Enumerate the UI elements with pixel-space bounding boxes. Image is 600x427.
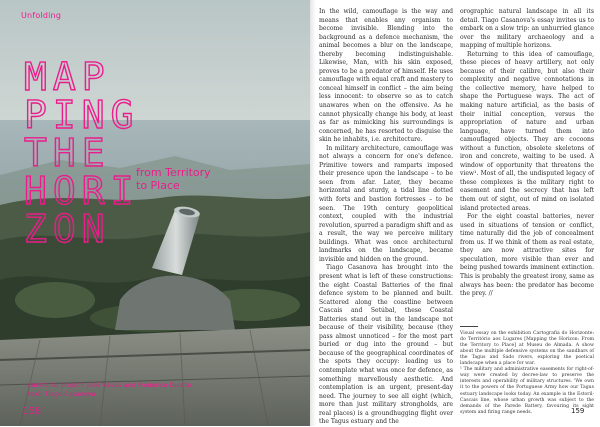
paragraph: In the wild, camouflage is the way and means that enables any organism to become invisible. Blending into the background as a defence mechanism, the animal becomes a blur on the landscape, thereby becoming indistinguishable. Likewise, Man, with his skin exposed, proves to be a predator of himself. He uses camouflage with equal craft and mastery to conceal himself in conflict – the aim being less innocent: to observe so as to catch unawares when on the offensive. As he cannot physically change his body, at least as far as mimicking his surroundings is concerned, he has resorted to disguise the skin he inhabits, i.e. architecture.: [319, 8, 453, 144]
subtitle-line: from Territory: [136, 166, 211, 179]
paragraph: For the eight coastal batteries, never used in situations of tension or conflict, time naturally did the job of concealment from us. If we think of them as real estate, they are now attractive sites for speculation, more visible than ever and being pushed towards imminent extinction. This is probably the greatest irony, same as always has been: the predator has become the prey. //: [460, 213, 594, 298]
gutter-shadow: [310, 0, 316, 426]
credits: [28, 381, 308, 399]
subtitle-line: to Place: [136, 179, 180, 192]
title-line: HORI: [24, 169, 140, 213]
paragraph: Returning to this idea of camouflage, these pieces of heavy artillery, not only because of their calibre, but also their complexity and negative connotations in the collective memory, have helped to shape the Portuguese ways. The act of making nature artificial, as the basis of their initial conception, versus the appropriation of nature and urban language, have turned them into camouflaged objects. They are cocoons without a function, obsolete skeletons of iron and concrete, waiting to be used. A window of opportunity that threatens the view¹. Most of all, the undisputed legacy of these complexes is the military right to easement and the secrecy that has left them out of sight, out of mind on isolated island protected areas.: [460, 50, 594, 212]
footnotes: [460, 326, 594, 416]
page-number-left: 158: [22, 406, 42, 417]
footnote: Visual essay on the exhibition Cartografia do Horizonte: do Território aos Lugares [Mapping the Horizon: From the Territory to Place] at Museu de Almada. A show about the multiple defensive systems on the sandbars of the Tagus and Sado rivers, exploring the poetical landscape when a place for war.: [460, 330, 594, 367]
footnote-rule: [460, 326, 478, 327]
paragraph: In military architecture, camouflage was not always a concern for one's defence. Primitive towers and ramparts imposed their presence upon the landscape – to be seen from afar. Later, they became horizontal and sturdy, a tidal line dotted with forts and bastion fortresses – to be seen. The 19th century geopolitical context, coupled with the industrial revolution, spurred a paradigm shift and as a result, the way we perceive military buildings. What was once architectural landmarks on the landscape, became invisible and hidden on the ground.: [319, 144, 453, 263]
feature-title: [24, 55, 140, 251]
section-label: Unfolding: [21, 11, 62, 20]
text-column-1: [319, 8, 453, 426]
title-line: THE: [24, 131, 111, 175]
page-number-right: 159: [571, 407, 585, 415]
title-line: MAP: [24, 55, 111, 99]
feature-subtitle: [136, 166, 211, 192]
credits-line: text: Tiago Casanova: [28, 390, 96, 398]
footnote: ¹ The military and administrative easements for right-of-way were created by decree-law to preserve the interests and operability of military structures. 'We own it to the powers of the Portuguese Army how our Tagus estuary landscape looks today. An example is the Estoril-Cascais line, whose urban growth was subject to the demands of the Parede Battery, favouring its sight system and firing range needs.: [460, 367, 594, 415]
credits-line: curatorial project: José Neves and Frederico Duarte: [28, 381, 192, 389]
title-line: ZON: [24, 207, 111, 251]
paragraph: Tiago Casanova has brought into the present what is left of these constructions: the eight Coastal Batteries of the final defence system to be planned and built. Scattered along the coastline between Cascais and Setúbal, these Coastal Batteries stand out in the landscape not because of their visibility, because (they pass almost unnoticed – for the most part buried or dug into the ground – but because of the geographical coordinates of the spots they occupy: leading us to contemplate what was once for defence, as something marvellously aesthetic. And contemplation is an urgent, present-day need. The journey to see all eight (which, more than just military strongholds, are real places) is a groundhugging flight over the Tagus estuary and the: [319, 264, 453, 426]
title-line: PING: [24, 93, 140, 137]
paragraph: orographic natural landscape in all its detail. Tiago Casanova's essay invites us to embark on a slow trip: an unhurried glance over the military archaeology and a mapping of multiple horizons.: [460, 8, 594, 50]
